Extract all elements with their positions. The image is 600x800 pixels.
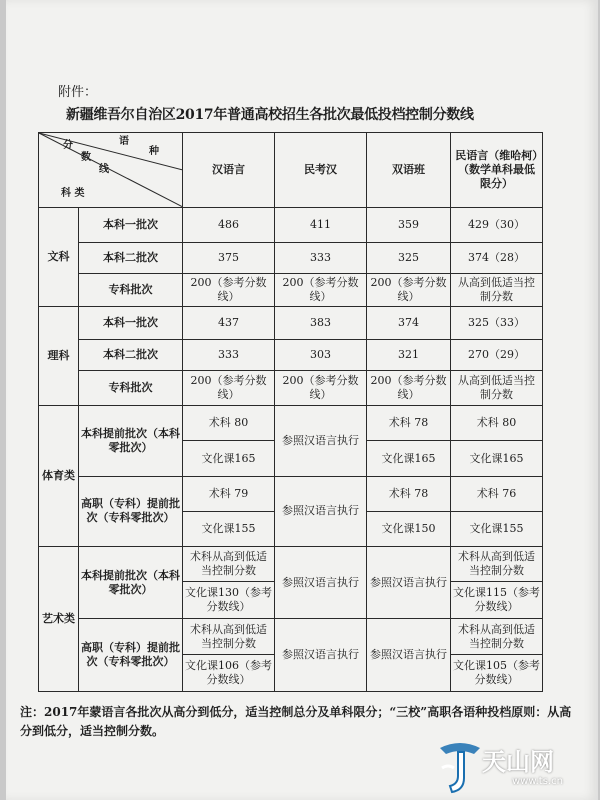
score-cell: 375 <box>183 242 275 273</box>
table-row <box>39 242 543 273</box>
score-cell: 374（28） <box>451 242 543 273</box>
score-cell: 文化课155 <box>451 511 543 546</box>
score-cell: 374 <box>367 306 451 339</box>
diag-label-yu: 语 <box>119 136 129 147</box>
col-header-minkaohan: 民考汉 <box>275 133 367 208</box>
category-wenke: 文科 <box>39 207 79 306</box>
tianshan-icon <box>434 738 486 796</box>
score-cell: 参照汉语言执行 <box>275 619 367 692</box>
batch-label: 本科二批次 <box>79 242 183 273</box>
col-header-shuangyuban: 双语班 <box>367 133 451 208</box>
score-cell: 文化课165 <box>367 441 451 476</box>
score-cell: 文化课155 <box>183 511 275 546</box>
score-cell: 359 <box>367 207 451 242</box>
score-cell: 术科 79 <box>183 476 275 511</box>
score-cell: 文化课106（参考分数线） <box>183 654 275 691</box>
score-cell: 从高到低适当控制分数 <box>451 273 543 306</box>
diag-label-kelei: 科 类 <box>61 188 85 199</box>
table-row <box>39 340 543 371</box>
score-cell: 参照汉语言执行 <box>275 476 367 546</box>
diag-label-fen: 分 <box>63 140 73 151</box>
score-cell: 200（参考分数线） <box>275 371 367 406</box>
score-cell: 325（33） <box>451 306 543 339</box>
score-cell: 486 <box>183 207 275 242</box>
score-cell: 术科 80 <box>183 406 275 441</box>
table-row <box>39 476 543 511</box>
score-cell: 参照汉语言执行 <box>275 547 367 619</box>
score-cell: 429（30） <box>451 207 543 242</box>
attachment-label: 附件： <box>58 85 98 100</box>
score-cell: 文化课165 <box>183 441 275 476</box>
table-row <box>39 406 543 441</box>
batch-label: 高职（专科）提前批次（专科零批次） <box>79 476 183 546</box>
batch-label: 高职（专科）提前批次（专科零批次） <box>79 619 183 692</box>
score-cell: 383 <box>275 306 367 339</box>
score-cell: 文化课150 <box>367 511 451 546</box>
score-cell: 术科 78 <box>367 476 451 511</box>
score-cell: 术科从高到低适当控制分数 <box>451 619 543 654</box>
score-cell: 术科 78 <box>367 406 451 441</box>
score-cell: 术科从高到低适当控制分数 <box>183 547 275 582</box>
footnote: 注：2017年蒙语言各批次从高分到低分，适当控制总分及单科限分；“三校”高职各语种投档原则：从高分到低分，适当控制分数。 <box>20 705 572 738</box>
table-row <box>39 306 543 339</box>
score-cell: 术科 80 <box>451 406 543 441</box>
score-cell: 333 <box>275 242 367 273</box>
table-row <box>39 207 543 242</box>
diag-label-xian: 线 <box>99 164 109 175</box>
batch-label: 本科二批次 <box>79 340 183 371</box>
score-cell: 321 <box>367 340 451 371</box>
score-cell: 200（参考分数线） <box>275 273 367 306</box>
watermark-name: 天山网 <box>482 747 554 776</box>
score-cell: 文化课105（参考分数线） <box>451 654 543 691</box>
score-cell: 303 <box>275 340 367 371</box>
table-row <box>39 547 543 582</box>
batch-label: 本科提前批次（本科零批次） <box>79 406 183 476</box>
category-tiyu: 体育类 <box>39 406 79 547</box>
batch-label: 专科批次 <box>79 371 183 406</box>
score-cell: 从高到低适当控制分数 <box>451 371 543 406</box>
table-row <box>39 619 543 654</box>
diag-label-shu: 数 <box>81 152 91 163</box>
category-like: 理科 <box>39 306 79 405</box>
diag-label-zhong: 种 <box>149 146 159 157</box>
score-cell: 333 <box>183 340 275 371</box>
score-cell: 200（参考分数线） <box>183 371 275 406</box>
score-cell: 参照汉语言执行 <box>367 619 451 692</box>
score-cell: 411 <box>275 207 367 242</box>
col-header-hanyuyan: 汉语言 <box>183 133 275 208</box>
col-header-minyuyan: 民语言（维哈柯）（数学单科最低限分） <box>451 133 543 208</box>
table-row <box>39 273 543 306</box>
table-header-row <box>39 133 543 208</box>
score-cell: 术科从高到低适当控制分数 <box>451 547 543 582</box>
table-row <box>39 371 543 406</box>
score-table <box>38 132 543 692</box>
score-cell: 437 <box>183 306 275 339</box>
batch-label: 本科一批次 <box>79 306 183 339</box>
category-yishu: 艺术类 <box>39 547 79 692</box>
score-cell: 325 <box>367 242 451 273</box>
score-cell: 200（参考分数线） <box>367 371 451 406</box>
score-cell: 文化课165 <box>451 441 543 476</box>
diagonal-header-cell <box>39 133 183 208</box>
batch-label: 专科批次 <box>79 273 183 306</box>
batch-label: 本科提前批次（本科零批次） <box>79 547 183 619</box>
score-cell: 200（参考分数线） <box>367 273 451 306</box>
score-cell: 文化课115（参考分数线） <box>451 582 543 619</box>
score-cell: 参照汉语言执行 <box>367 547 451 619</box>
score-cell: 参照汉语言执行 <box>275 406 367 476</box>
batch-label: 本科一批次 <box>79 207 183 242</box>
score-cell: 200（参考分数线） <box>183 273 275 306</box>
score-cell: 术科 76 <box>451 476 543 511</box>
watermark-url: www.ts.cn <box>512 776 563 787</box>
score-cell: 术科从高到低适当控制分数 <box>183 619 275 654</box>
watermark-logo <box>430 736 600 798</box>
score-cell: 文化课130（参考分数线） <box>183 582 275 619</box>
document-title: 新疆维吾尔自治区2017年普通高校招生各批次最低投档控制分数线 <box>66 107 474 123</box>
score-cell: 270（29） <box>451 340 543 371</box>
